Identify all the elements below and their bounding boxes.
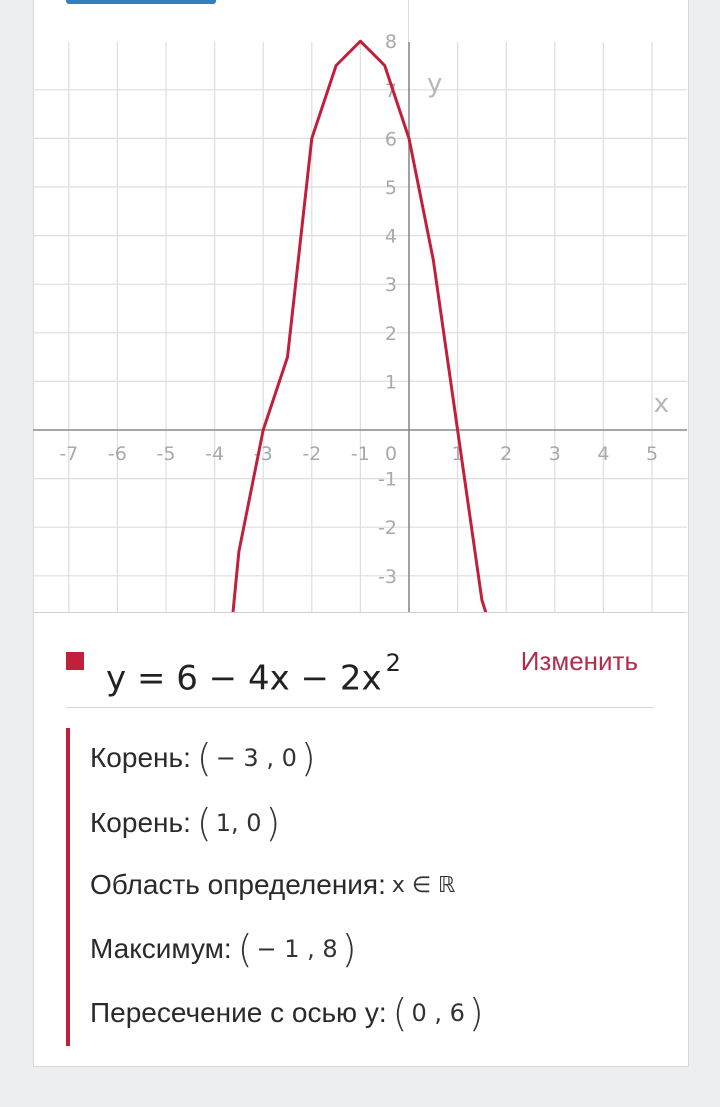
x-tick-label: 4 [597, 443, 610, 465]
property-value [196, 801, 281, 845]
close-paren: ) [265, 801, 281, 845]
y-tick-label: 6 [384, 128, 397, 151]
x-tick-label: 2 [500, 443, 513, 465]
tick-labels [59, 31, 658, 588]
y-tick-label: 1 [384, 371, 397, 394]
origin-label: 0 [384, 443, 398, 465]
x-tick-label: -4 [205, 443, 225, 465]
x-axis-label: x [653, 389, 669, 419]
x-tick-label: 3 [548, 443, 561, 465]
x-tick-label: 5 [645, 443, 659, 465]
close-paren: ) [341, 927, 357, 971]
y-tick-label: 3 [384, 274, 397, 297]
y-tick-label: 7 [384, 79, 397, 102]
coordinate-text: 0 , 6 [411, 999, 465, 1027]
y-tick-label: -1 [378, 468, 397, 491]
function-divider [66, 707, 654, 708]
x-tick-label: -3 [253, 443, 273, 465]
property-label: Корень: [90, 807, 191, 838]
graph-separator [33, 612, 687, 613]
grid [33, 42, 687, 612]
equation-lhs: y [106, 658, 127, 699]
x-tick-label: -2 [302, 443, 322, 465]
equation-exponent: 2 [385, 649, 401, 677]
x-tick-label: -5 [156, 443, 176, 465]
property-value [237, 927, 357, 971]
property-value [196, 736, 316, 780]
function-equation [106, 646, 401, 701]
coordinate-text: 1, 0 [215, 809, 262, 837]
y-tick-label: 2 [384, 322, 397, 345]
y-tick-label: -2 [378, 517, 397, 540]
property-row [90, 924, 357, 974]
equation-equals: = [136, 658, 177, 699]
property-label: Максимум: [90, 933, 232, 964]
property-value: x ∈ ℝ [391, 872, 456, 898]
x-tick-label: -7 [59, 443, 79, 465]
y-tick-label: 5 [384, 177, 397, 199]
properties-accent-bar [66, 728, 70, 1046]
y-tick-label: 4 [384, 225, 397, 248]
property-row [90, 860, 455, 910]
coordinate-text: − 3 , 0 [215, 744, 297, 772]
property-row [90, 988, 484, 1038]
x-tick-label: -6 [107, 443, 127, 465]
property-row [90, 798, 280, 848]
equation-rhs: 6 − 4x − 2x [176, 658, 382, 699]
property-label: Пересечение с осью y: [90, 997, 387, 1028]
coordinate-text: − 1 , 8 [256, 935, 338, 963]
open-paren: ( [196, 801, 212, 845]
x-tick-label: 1 [451, 443, 464, 465]
function-properties [66, 728, 666, 1046]
y-axis-label: y [427, 69, 443, 99]
function-row [66, 632, 656, 702]
property-row [90, 733, 316, 783]
function-color-swatch[interactable] [66, 652, 84, 670]
x-tick-label: -1 [350, 443, 370, 465]
close-paren: ) [300, 736, 316, 780]
open-paren: ( [196, 736, 212, 780]
open-paren: ( [237, 927, 253, 971]
y-tick-label: -3 [378, 565, 397, 588]
y-tick-label: 8 [384, 31, 397, 54]
open-paren: ( [392, 991, 408, 1035]
property-label: Область определения: [90, 869, 386, 900]
close-paren: ) [468, 991, 484, 1035]
edit-function-button[interactable]: Изменить [520, 646, 638, 676]
property-value [392, 991, 484, 1035]
property-label: Корень: [90, 742, 191, 773]
